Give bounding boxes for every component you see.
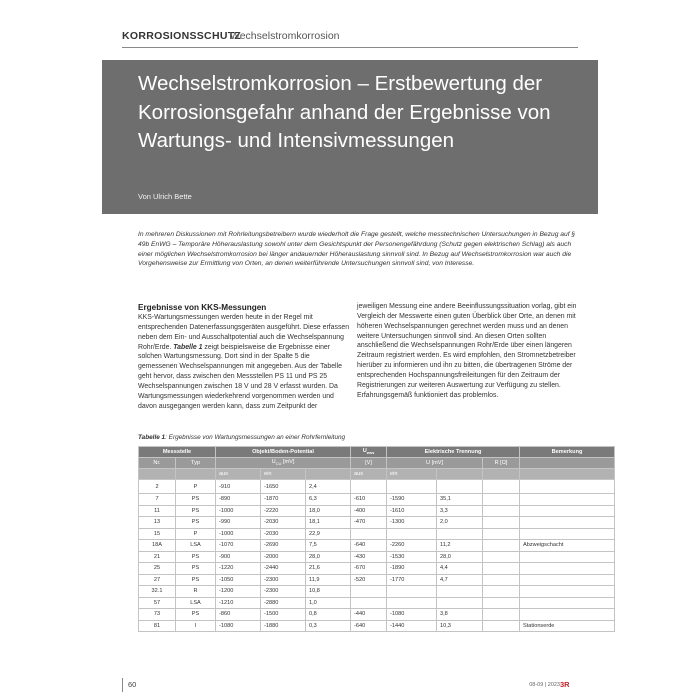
page-number: 60	[128, 680, 137, 689]
cell-ucu-aus: -900	[216, 551, 261, 563]
cell-ucu-aus: -1050	[216, 574, 261, 586]
cell-empty	[483, 609, 520, 621]
cell-et-aus	[351, 480, 387, 494]
cell-et-ein: -1080	[387, 609, 437, 621]
cell-empty	[483, 597, 520, 609]
cell-et-aus: -640	[351, 620, 387, 632]
body-text-part: KKS-Wartungsmessungen werden heute in der Regel mit entsprechenden Datenerfassungsgeräten ausgeführt. Diese erfassen neben dem Ein- und Ausschaltpotential auch die Wechselspannung Rohr/Erde.	[138, 314, 350, 351]
cell-r	[437, 597, 483, 609]
cell-r: 2,0	[437, 517, 483, 529]
title-banner	[102, 60, 598, 214]
body-paragraph-left	[138, 313, 350, 411]
table-caption-text: : Ergebnisse von Wartungsmessungen an einer Rohrfernleitung	[165, 434, 346, 441]
cell-ucu-ein: -2880	[261, 597, 306, 609]
cell-u-wss: 28,0	[306, 551, 351, 563]
cell-et-ein	[387, 597, 437, 609]
cell-ucu-aus: -910	[216, 480, 261, 494]
issue-label: 08-09 | 2023	[529, 682, 560, 688]
cell-et-ein: -1890	[387, 563, 437, 575]
subheader-empty	[520, 458, 615, 469]
cell-r	[437, 480, 483, 494]
cell-u-wss: 7,5	[306, 540, 351, 552]
table-reference: Tabelle 1	[173, 343, 203, 351]
table-body	[139, 480, 615, 632]
cell-et-ein: -1440	[387, 620, 437, 632]
cell-r: 3,3	[437, 505, 483, 517]
cell-ucu-aus: -1070	[216, 540, 261, 552]
cell-typ: PS	[176, 574, 216, 586]
table-row	[139, 620, 615, 632]
cell-u-wss: 10,8	[306, 586, 351, 598]
cell-u-wss: 0,8	[306, 609, 351, 621]
cell-et-aus: -640	[351, 540, 387, 552]
cell-empty	[483, 563, 520, 575]
cell-ucu-aus: -990	[216, 517, 261, 529]
cell-bemerkung: Abzweigschacht	[520, 540, 615, 552]
cell-nr: 2	[139, 480, 176, 494]
cell-ucu-ein: -1870	[261, 494, 306, 506]
cell-typ: I	[176, 620, 216, 632]
cell-et-aus	[351, 597, 387, 609]
header-elektrische-trennung: Elektrische Trennung	[387, 447, 520, 458]
cell-u-wss: 1,0	[306, 597, 351, 609]
cell-r: 4,4	[437, 563, 483, 575]
cell-empty	[483, 574, 520, 586]
cell-r	[437, 586, 483, 598]
measurement-table	[138, 446, 583, 632]
cell-ucu-ein: -1880	[261, 620, 306, 632]
publisher-logo: 3R	[560, 680, 570, 689]
table-row	[139, 540, 615, 552]
cell-typ: PS	[176, 563, 216, 575]
cell-ucu-ein: -2030	[261, 528, 306, 540]
header-bemerkung: Bemerkung	[520, 447, 615, 458]
cell-u-wss: 2,4	[306, 480, 351, 494]
cell-bemerkung	[520, 609, 615, 621]
cell-typ: PS	[176, 494, 216, 506]
cell-ucu-aus: -1200	[216, 586, 261, 598]
cell-ucu-aus: -890	[216, 494, 261, 506]
subheader-empty	[139, 469, 176, 480]
cell-r: 10,3	[437, 620, 483, 632]
cell-ucu-aus: -1220	[216, 563, 261, 575]
subheader-r-ohm: R [Ω]	[483, 458, 520, 469]
cell-ucu-ein: -1500	[261, 609, 306, 621]
header-objekt-boden: Objekt/Boden-Potential	[216, 447, 351, 458]
running-header	[122, 28, 578, 48]
cell-u-wss: 11,9	[306, 574, 351, 586]
cell-nr: 27	[139, 574, 176, 586]
table-subheader-row-2	[139, 469, 615, 480]
cell-bemerkung	[520, 505, 615, 517]
cell-typ: PS	[176, 551, 216, 563]
cell-nr: 81	[139, 620, 176, 632]
cell-empty	[483, 494, 520, 506]
cell-empty	[483, 540, 520, 552]
table-row	[139, 517, 615, 529]
cell-ucu-aus: -860	[216, 609, 261, 621]
cell-typ: PS	[176, 517, 216, 529]
subheader-ein: ein	[387, 469, 437, 480]
cell-u-wss: 22,9	[306, 528, 351, 540]
cell-ucu-aus: -1080	[216, 620, 261, 632]
cell-empty	[483, 505, 520, 517]
cell-et-aus: -470	[351, 517, 387, 529]
cell-ucu-ein: -2300	[261, 586, 306, 598]
cell-et-aus: -670	[351, 563, 387, 575]
cell-bemerkung: Stationserde	[520, 620, 615, 632]
cell-et-ein	[387, 480, 437, 494]
cell-nr: 13	[139, 517, 176, 529]
cell-et-aus: -610	[351, 494, 387, 506]
cell-r: 35,1	[437, 494, 483, 506]
cell-empty	[483, 586, 520, 598]
subheader-ein: ein	[261, 469, 306, 480]
cell-typ: P	[176, 528, 216, 540]
cell-et-ein: -1610	[387, 505, 437, 517]
article-author: Von Ulrich Bette	[138, 192, 192, 201]
table-subheader-row	[139, 458, 615, 469]
cell-empty	[483, 551, 520, 563]
cell-u-wss: 18,0	[306, 505, 351, 517]
header-u-wss: $U_{wss}$	[351, 447, 387, 458]
cell-typ: P	[176, 480, 216, 494]
article-intro: In mehreren Diskussionen mit Rohrleitungsbetreibern wurde wiederholt die Frage gestellt, welche messtechnischen Untersuchungen in Bezug auf § 49b EnWG – Temporäre Höherauslastung sowohl unter dem Gesichtspunkt der Personengefährdung (Schutz gegen elektrischen Schlag) als auch einer möglichen Wechselstromkorrosion bei länger andauernder Höherauslastung sinnvoll sind. In Bezug auf Wechselstromkorrosion war auch die Vorgehensweise zur Ermittlung von Orten, an denen weiterführende Untersuchungen sinnvoll sind, von Interesse.	[138, 231, 576, 268]
cell-et-ein: -2260	[387, 540, 437, 552]
subheader-aus: aus	[216, 469, 261, 480]
footer-divider	[122, 678, 123, 692]
cell-nr: 57	[139, 597, 176, 609]
cell-empty	[483, 517, 520, 529]
cell-typ: PS	[176, 505, 216, 517]
section-heading: Ergebnisse von KKS-Messungen	[138, 303, 267, 312]
cell-ucu-ein: -2000	[261, 551, 306, 563]
cell-et-ein: -1770	[387, 574, 437, 586]
cell-ucu-ein: -1650	[261, 480, 306, 494]
cell-bemerkung	[520, 574, 615, 586]
table-caption-ref: Tabelle 1	[138, 434, 166, 441]
cell-et-aus	[351, 528, 387, 540]
table-row	[139, 494, 615, 506]
subheader-empty	[306, 469, 351, 480]
cell-ucu-ein: -2030	[261, 517, 306, 529]
cell-et-ein: -1300	[387, 517, 437, 529]
cell-u-wss: 18,1	[306, 517, 351, 529]
cell-et-ein	[387, 586, 437, 598]
article-title: Wechselstromkorrosion – Erstbewertung der Korrosionsgefahr anhand der Ergebnisse von Wartungs- und Intensivmessungen	[138, 72, 551, 152]
cell-r: 3,8	[437, 609, 483, 621]
cell-typ: LSA	[176, 597, 216, 609]
table-row	[139, 551, 615, 563]
cell-typ: PS	[176, 609, 216, 621]
cell-bemerkung	[520, 586, 615, 598]
subheader-ucu: $U_{CU}$ [mV]	[216, 458, 351, 469]
cell-nr: 73	[139, 609, 176, 621]
table-row	[139, 574, 615, 586]
subheader-nr: Nr.	[139, 458, 176, 469]
table-caption	[138, 434, 345, 441]
cell-bemerkung	[520, 563, 615, 575]
subheader-typ: Typ	[176, 458, 216, 469]
cell-ucu-ein: -2440	[261, 563, 306, 575]
cell-nr: 21	[139, 551, 176, 563]
cell-r	[437, 528, 483, 540]
subheader-empty	[176, 469, 216, 480]
table-row	[139, 563, 615, 575]
cell-bemerkung	[520, 551, 615, 563]
cell-ucu-ein: -2690	[261, 540, 306, 552]
cell-et-aus: -400	[351, 505, 387, 517]
body-text-part: zeigt beispielsweise die Ergebnisse einer solchen Wartungsmessung. Dort sind in der Spalte 5 die gemessenen Wechselspannungen mit angegeben. Aus der Tabelle geht hervor, dass zwischen den Messstellen PS 11 und PS 25 Wechselspannungen zwischen 18 V und 28 V erfasst wurden. Da Wartungsmessungen wiederkehrend vorgenommen werden und davon ausgegangen werden kann, dass zum Zeitpunkt der	[138, 343, 342, 410]
cell-typ: R	[176, 586, 216, 598]
cell-et-ein: -1590	[387, 494, 437, 506]
cell-ucu-aus: -1000	[216, 505, 261, 517]
cell-u-wss: 0,3	[306, 620, 351, 632]
cell-bemerkung	[520, 517, 615, 529]
table-row	[139, 528, 615, 540]
cell-r: 11,2	[437, 540, 483, 552]
cell-nr: 11	[139, 505, 176, 517]
header-section-label: KORROSIONSSCHUTZ	[122, 30, 242, 42]
table-row	[139, 586, 615, 598]
subheader-empty	[437, 469, 483, 480]
subheader-aus: aus	[351, 469, 387, 480]
subheader-empty	[483, 469, 520, 480]
subheader-volt: [V]	[351, 458, 387, 469]
table-row	[139, 480, 615, 494]
cell-nr: 7	[139, 494, 176, 506]
cell-ucu-ein: -2220	[261, 505, 306, 517]
cell-nr: 15	[139, 528, 176, 540]
cell-nr: 18A	[139, 540, 176, 552]
cell-empty	[483, 528, 520, 540]
cell-nr: 32.1	[139, 586, 176, 598]
text-column-right	[357, 302, 578, 400]
cell-u-wss: 6,3	[306, 494, 351, 506]
table-row	[139, 505, 615, 517]
subheader-empty	[520, 469, 615, 480]
cell-et-aus	[351, 586, 387, 598]
cell-bemerkung	[520, 494, 615, 506]
cell-r: 4,7	[437, 574, 483, 586]
cell-bemerkung	[520, 597, 615, 609]
cell-empty	[483, 620, 520, 632]
cell-nr: 25	[139, 563, 176, 575]
table-row	[139, 597, 615, 609]
cell-r: 28,0	[437, 551, 483, 563]
table-row	[139, 609, 615, 621]
cell-empty	[483, 480, 520, 494]
text-column-left	[138, 302, 350, 411]
cell-bemerkung	[520, 480, 615, 494]
cell-et-aus: -440	[351, 609, 387, 621]
cell-et-aus: -520	[351, 574, 387, 586]
cell-u-wss: 21,6	[306, 563, 351, 575]
cell-ucu-ein: -2300	[261, 574, 306, 586]
cell-et-aus: -430	[351, 551, 387, 563]
cell-ucu-aus: -1000	[216, 528, 261, 540]
cell-ucu-aus: -1210	[216, 597, 261, 609]
header-topic-label: Wechselstromkorrosion	[230, 30, 340, 42]
header-messstelle: Messstelle	[139, 447, 216, 458]
subheader-u-mv: U [mV]	[387, 458, 483, 469]
cell-et-ein	[387, 528, 437, 540]
cell-bemerkung	[520, 528, 615, 540]
cell-typ: LSA	[176, 540, 216, 552]
cell-et-ein: -1530	[387, 551, 437, 563]
body-paragraph-right: jeweiligen Messung eine andere Beeinflussungssituation vorlag, gibt ein Vergleich der Messwerte einen guten Überblick über Orte, an denen mit höheren Wechselspannungen gerechnet werden muss und an denen weitere Untersuchungen sinnvoll sind. An diesen Orten sollten anschließend die Wechselspannungen Rohr/Erde über einen längeren Zeitraum registriert werden. Es wird empfohlen, den Stromnetzbetreiber hierüber zu informieren und ihn zu bitten, die übertragenen Ströme der entsprechenden Hochspannungsfreileitungen für den Zeitraum der Registrierungen zur weiteren Auswertung zur Verfügung zu stellen. Erfahrungsgemäß funktioniert das problemlos.	[357, 303, 577, 399]
table-header-row	[139, 447, 615, 458]
